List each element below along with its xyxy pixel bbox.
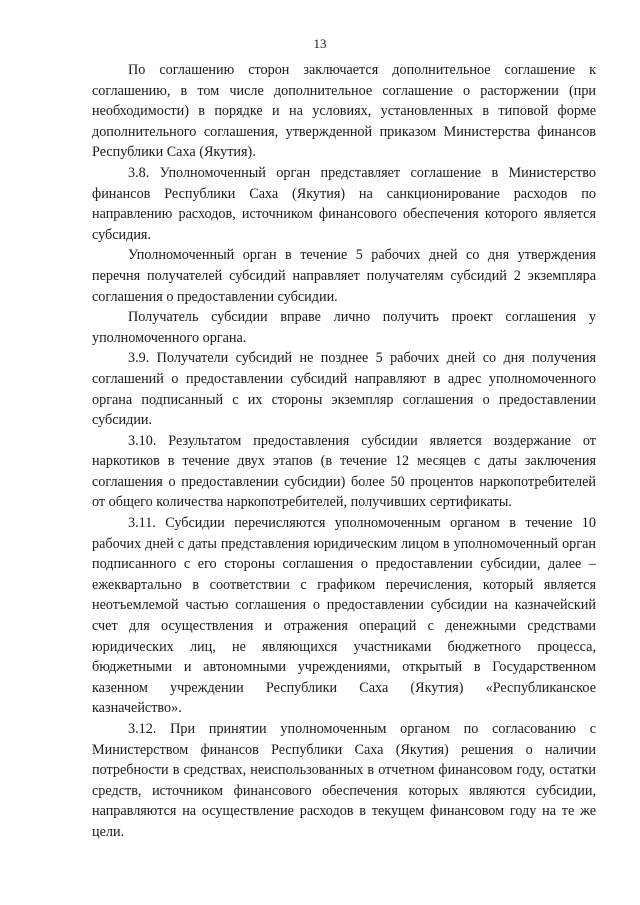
page-number: 13 — [313, 36, 327, 51]
paragraph-recipient-rights: Получатель субсидии вправе лично получить проект соглашения у уполномоченного органа. — [92, 309, 596, 346]
paragraph-additional-agreement: По соглашению сторон заключается дополнительное соглашение к соглашению, в том числе дополнительное соглашение о расторжении (при необходимости) в порядке и на условиях, установленных в типовой форме дополнительного соглашения, утвержденной приказом Министерства финансов Республики Саха (Якутия). — [92, 62, 596, 161]
paragraph-3-10: 3.10. Результатом предоставления субсидии является воздержание от наркотиков в течение двух этапов (в течение 12 месяцев с даты заключения соглашения о предоставлении субсидии) более 50 процентов наркопотребителей от общего количества наркопотребителей, получивших сертификаты. — [92, 432, 596, 511]
paragraph-3-12: 3.12. При принятии уполномоченным органом по согласованию с Министерством финансов Республики Саха (Якутия) решения о наличии потребности в средствах, неиспользованных в отчетном финансовом году, остатки средств, источником финансового обеспечения которых являются субсидии, направляются на осуществление расходов в текущем финансовом году на те же цели. — [92, 721, 596, 840]
paragraph-3-8: 3.8. Уполномоченный орган представляет соглашение в Министерство финансов Республики Саха (Якутия) на санкционирование расходов по направлению расходов, источником финансового обеспечения которого является субсидия. — [92, 164, 596, 243]
paragraph-agreement-copies: Уполномоченный орган в течение 5 рабочих дней со дня утверждения перечня получателей субсидий направляет получателям субсидий 2 экземпляра соглашения о предоставлении субсидии. — [92, 247, 596, 305]
document-body — [92, 60, 596, 843]
paragraph-3-9: 3.9. Получатели субсидий не позднее 5 рабочих дней со дня получения соглашений о предоставлении субсидий направляют в адрес уполномоченного органа подписанный с их стороны экземпляр соглашения о предоставлении субсидии. — [92, 350, 596, 429]
paragraph-3-11: 3.11. Субсидии перечисляются уполномоченным органом в течение 10 рабочих дней с даты представления юридическим лицом в уполномоченный орган подписанного с его стороны соглашения о предоставлении субсидии, далее – ежеквартально в соответствии с графиком перечисления, который является неотъемлемой частью соглашения о предоставлении субсидии на казначейский счет для осуществления и отражения операций с денежными средствами юридических лиц, не являющихся участниками бюджетного процесса, бюджетными и автономными учреждениями, открытый в Государственном казенном учреждении Республики Саха (Якутия) «Республиканское казначейство». — [92, 515, 596, 717]
